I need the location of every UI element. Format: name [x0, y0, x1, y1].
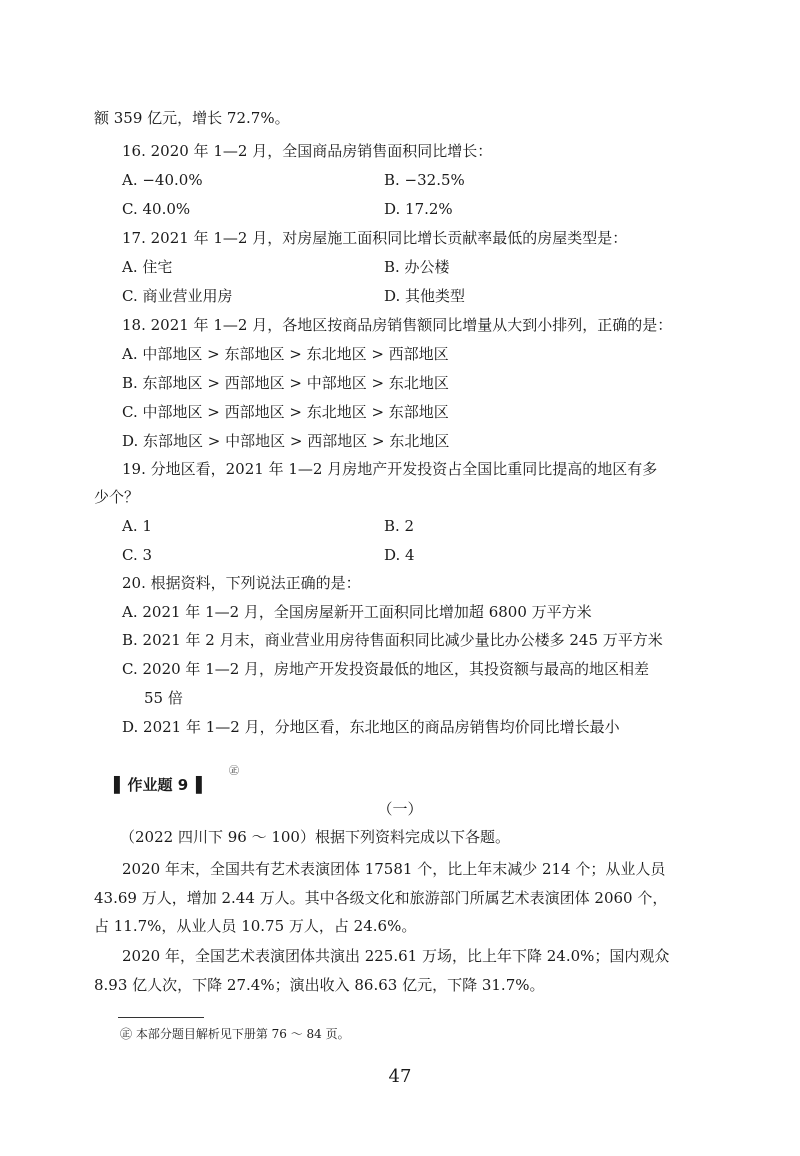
q17-option-a: A. 住宅: [122, 258, 173, 276]
q18-option-a: A. 中部地区 > 东部地区 > 东北地区 > 西部地区: [122, 345, 449, 363]
section-title: 作业题 9: [127, 776, 189, 794]
q16-option-b: B. −32.5%: [384, 171, 465, 189]
paragraph-1-cont: 43.69 万人，增加 2.44 万人。其中各级文化和旅游部门所属艺术表演团体 2060 个，: [94, 889, 668, 907]
q16-option-a: A. −40.0%: [122, 171, 203, 189]
q20-option-c-cont: 55 倍: [144, 689, 183, 707]
footnote-divider: [118, 1017, 204, 1018]
question-18-stem: 18. 2021 年 1—2 月，各地区按商品房销售额同比增量从大到小排列，正确的是：: [122, 316, 673, 334]
question-20-stem: 20. 根据资料，下列说法正确的是：: [122, 574, 361, 592]
question-17-stem: 17. 2021 年 1—2 月，对房屋施工面积同比增长贡献率最低的房屋类型是：: [122, 229, 628, 247]
q19-option-a: A. 1: [122, 517, 152, 535]
q20-option-d: D. 2021 年 1—2 月，分地区看，东北地区的商品房销售均价同比增长最小: [122, 718, 620, 736]
footnote-mark-icon: ㊣: [229, 766, 239, 777]
paragraph-2: 2020 年，全国艺术表演团体共演出 225.61 万场，比上年下降 24.0%；国内观众: [122, 947, 670, 965]
q19-option-d: D. 4: [384, 546, 415, 564]
q20-option-c: C. 2020 年 1—2 月，房地产开发投资最低的地区，其投资额与最高的地区相差: [122, 660, 650, 678]
subsection-title: （一）: [377, 800, 423, 818]
page-number: 47: [388, 1066, 412, 1087]
material-intro: （2022 四川下 96 ～ 100）根据下列资料完成以下各题。: [120, 828, 510, 846]
question-19-stem: 19. 分地区看，2021 年 1—2 月房地产开发投资占全国比重同比提高的地区有多: [122, 460, 658, 478]
q18-option-d: D. 东部地区 > 中部地区 > 西部地区 > 东北地区: [122, 432, 450, 450]
q20-option-a: A. 2021 年 1—2 月，全国房屋新开工面积同比增加超 6800 万平方米: [122, 603, 592, 621]
q19-option-c: C. 3: [122, 546, 153, 564]
q19-option-b: B. 2: [384, 517, 415, 535]
paragraph-1-cont: 占 11.7%，从业人员 10.75 万人，占 24.6%。: [94, 917, 417, 935]
q20-option-b: B. 2021 年 2 月末，商业营业用房待售面积同比减少量比办公楼多 245 万平方米: [122, 631, 663, 649]
heading-bracket-right: ▐: [190, 776, 202, 794]
q18-option-b: B. 东部地区 > 西部地区 > 中部地区 > 东北地区: [122, 374, 449, 392]
section-heading: [112, 775, 204, 795]
footnote: ㊣ 本部分题目解析见下册第 76 ～ 84 页。: [120, 1027, 350, 1041]
q16-option-d: D. 17.2%: [384, 200, 453, 218]
question-19-stem-cont: 少个？: [94, 488, 140, 506]
q16-option-c: C. 40.0%: [122, 200, 191, 218]
paragraph-2-cont: 8.93 亿人次，下降 27.4%；演出收入 86.63 亿元，下降 31.7%。: [94, 976, 545, 994]
heading-bracket-left: ▌: [114, 776, 126, 794]
q17-option-b: B. 办公楼: [384, 258, 450, 276]
q17-option-c: C. 商业营业用房: [122, 287, 233, 305]
q18-option-c: C. 中部地区 > 西部地区 > 东北地区 > 东部地区: [122, 403, 449, 421]
text-line: 额 359 亿元，增长 72.7%。: [94, 109, 290, 127]
q17-option-d: D. 其他类型: [384, 287, 466, 305]
paragraph-1: 2020 年末，全国共有艺术表演团体 17581 个，比上年末减少 214 个；从业人员: [122, 860, 666, 878]
question-16-stem: 16. 2020 年 1—2 月，全国商品房销售面积同比增长：: [122, 142, 493, 160]
